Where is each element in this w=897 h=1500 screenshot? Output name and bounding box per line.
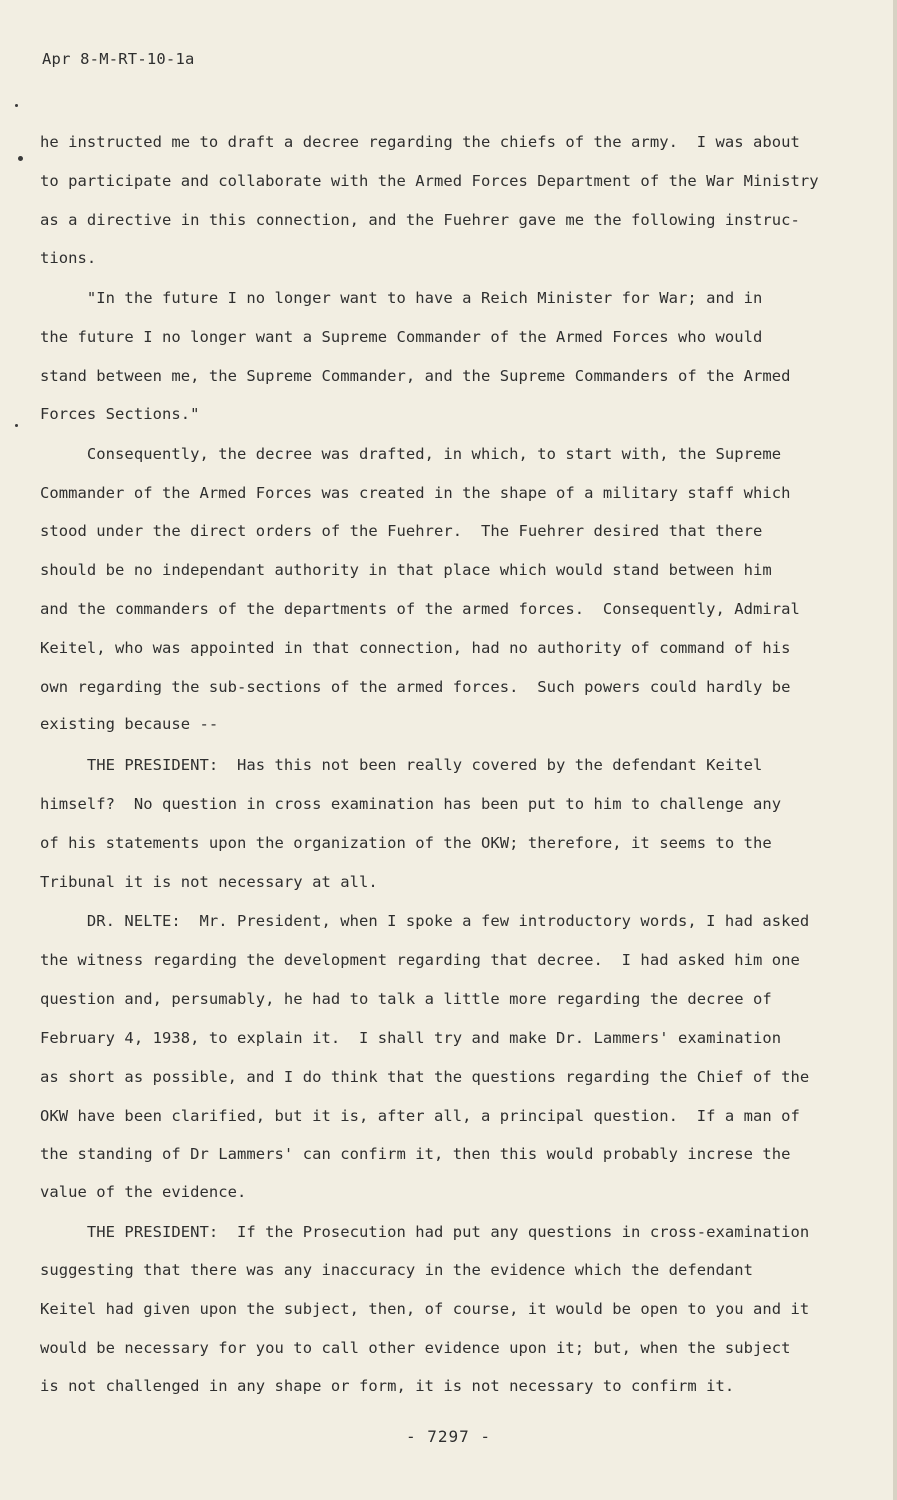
header-code: Apr 8-M-RT-10-1a bbox=[42, 50, 195, 68]
body-line: Consequently, the decree was drafted, in which, to start with, the Supreme bbox=[40, 445, 782, 463]
body-line: should be no independant authority in that place which would stand between him bbox=[40, 561, 772, 579]
body-line: the future I no longer want a Supreme Commander of the Armed Forces who would bbox=[40, 328, 763, 346]
body-line: question and, persumably, he had to talk a little more regarding the decree of bbox=[40, 990, 772, 1008]
body-line: Keitel had given upon the subject, then, of course, it would be open to you and it bbox=[40, 1300, 810, 1318]
body-line: value of the evidence. bbox=[40, 1183, 247, 1201]
body-line: tions. bbox=[40, 249, 97, 267]
body-line: suggesting that there was any inaccuracy in the evidence which the defendant bbox=[40, 1261, 754, 1279]
body-line: February 4, 1938, to explain it. I shall try and make Dr. Lammers' examination bbox=[40, 1029, 782, 1047]
page-number: - 7297 - bbox=[405, 1427, 492, 1446]
body-line: he instructed me to draft a decree regarding the chiefs of the army. I was about bbox=[40, 133, 800, 151]
body-line: "In the future I no longer want to have a Reich Minister for War; and in bbox=[40, 289, 763, 307]
body-line: Commander of the Armed Forces was created in the shape of a military staff which bbox=[40, 484, 791, 502]
body-line: the witness regarding the development regarding that decree. I had asked him one bbox=[40, 951, 800, 969]
body-line: himself? No question in cross examination has been put to him to challenge any bbox=[40, 795, 782, 813]
page-edge bbox=[893, 0, 897, 1500]
body-line: DR. NELTE: Mr. President, when I spoke a few introductory words, I had asked bbox=[40, 912, 810, 930]
body-line: of his statements upon the organization of the OKW; therefore, it seems to the bbox=[40, 834, 772, 852]
stray-mark bbox=[15, 424, 18, 427]
body-line: and the commanders of the departments of the armed forces. Consequently, Admiral bbox=[40, 600, 800, 618]
body-line: Keitel, who was appointed in that connection, had no authority of command of his bbox=[40, 639, 791, 657]
body-line: stand between me, the Supreme Commander, and the Supreme Commanders of the Armed bbox=[40, 367, 791, 385]
body-line: Forces Sections." bbox=[40, 405, 200, 423]
body-line: to participate and collaborate with the Armed Forces Department of the War Ministry bbox=[40, 172, 819, 190]
body-line: is not challenged in any shape or form, it is not necessary to confirm it. bbox=[40, 1377, 735, 1395]
body-line: the standing of Dr Lammers' can confirm it, then this would probably increse the bbox=[40, 1145, 791, 1163]
body-line: existing because -- bbox=[40, 715, 219, 733]
body-line: OKW have been clarified, but it is, after all, a principal question. If a man of bbox=[40, 1107, 800, 1125]
body-line: THE PRESIDENT: If the Prosecution had put any questions in cross-examination bbox=[40, 1223, 810, 1241]
body-line: stood under the direct orders of the Fuehrer. The Fuehrer desired that there bbox=[40, 522, 763, 540]
body-line: would be necessary for you to call other evidence upon it; but, when the subject bbox=[40, 1339, 791, 1357]
stray-mark bbox=[18, 156, 23, 161]
body-line: Tribunal it is not necessary at all. bbox=[40, 873, 378, 891]
body-line: THE PRESIDENT: Has this not been really covered by the defendant Keitel bbox=[40, 756, 763, 774]
body-line: as short as possible, and I do think that the questions regarding the Chief of the bbox=[40, 1068, 810, 1086]
stray-mark bbox=[15, 104, 18, 107]
body-line: as a directive in this connection, and the Fuehrer gave me the following instruc- bbox=[40, 211, 800, 229]
body-line: own regarding the sub-sections of the armed forces. Such powers could hardly be bbox=[40, 678, 791, 696]
